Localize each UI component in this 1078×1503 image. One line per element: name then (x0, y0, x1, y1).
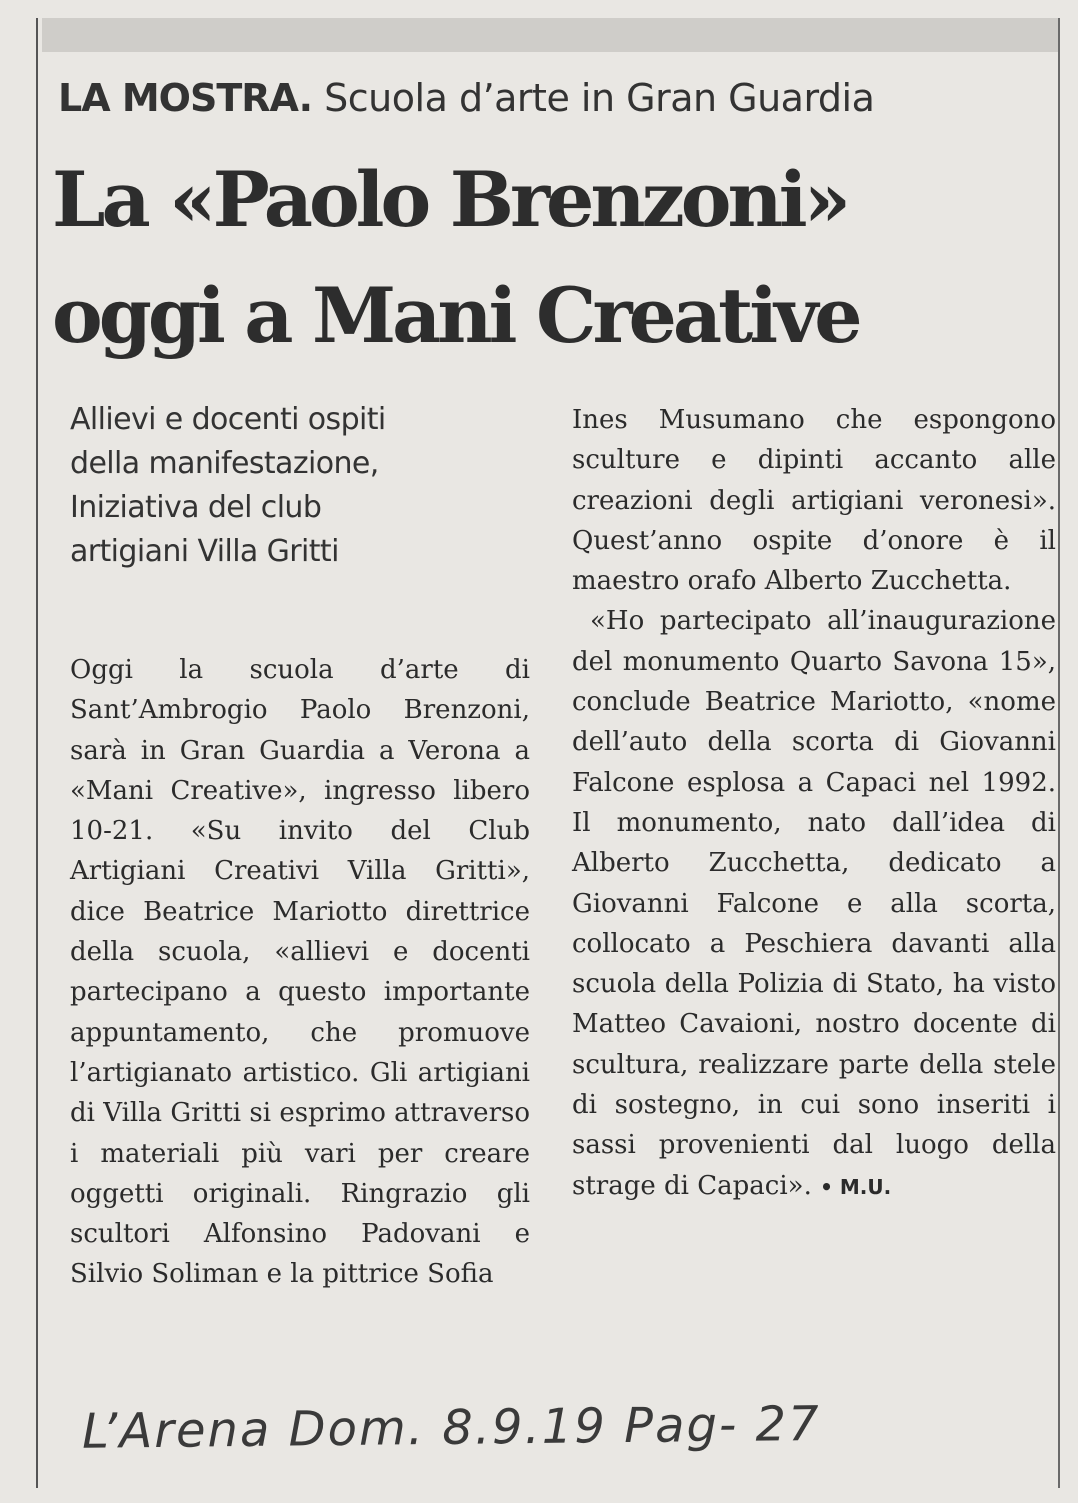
subhead-line: artigiani Villa Gritti (70, 534, 339, 569)
headline (52, 142, 1052, 374)
subhead-line: Iniziativa del club (70, 490, 322, 525)
article-column-left (70, 650, 530, 1295)
headline-line-1: La «Paolo Brenzoni» (52, 155, 848, 244)
subheadline (70, 398, 540, 574)
subhead-line: della manifestazione, (70, 446, 379, 481)
clipping-right-border (1058, 18, 1060, 1488)
handwritten-source-note: L’Arena Dom. 8.9.19 Pag- 27 (81, 1395, 821, 1460)
author-signature: • M.U. (820, 1174, 892, 1199)
subhead-line: Allievi e docenti ospiti (70, 402, 386, 437)
kicker-subtitle: Scuola d’arte in Gran Guardia (324, 76, 875, 120)
clipping-left-border (36, 18, 38, 1488)
headline-line-2: oggi a Mani Creative (52, 271, 859, 360)
article-column-right (572, 400, 1056, 1207)
article-paragraph: Ines Musumano che espongono sculture e dipinti accanto alle creazioni degli artigiani veronesi». Quest’anno ospite d’onore è il maestro orafo Alberto Zucchetta. (572, 405, 1056, 597)
article-paragraph-final (572, 601, 1056, 1206)
article-paragraph-text: «Ho partecipato all’inaugurazione del monumento Quarto Savona 15», conclude Beatrice Mariotto, «nome dell’auto della scorta di Giovanni Falcone esplosa a Capaci nel 1992. Il monumento, nato dall’idea di Alberto Zucchetta, dedicato a Giovanni Falcone e alla scorta, collocato a Peschiera davanti alla scuola della Polizia di Stato, ha visto Matteo Cavaioni, nostro docente di scultura, realizzare parte della stele di sostegno, in cui sono inseriti i sassi provenienti dal luogo della strage di Capaci». (572, 606, 1056, 1201)
kicker (58, 68, 1048, 128)
article-paragraph: Oggi la scuola d’arte di Sant’Ambrogio Paolo Brenzoni, sarà in Gran Guardia a Verona a «Mani Creative», ingresso libero 10-21. «Su invito del Club Artigiani Creativi Villa Gritti», dice Beatrice Mariotto direttrice della scuola, «allievi e docenti partecipano a questo importante appuntamento, che promuove l’artigianato artistico. Gli artigiani di Villa Gritti si esprimo attraverso i materiali più vari per creare oggetti originali. Ringrazio gli scultori Alfonsino Padovani e Silvio Soliman e la pittrice Sofia (70, 655, 530, 1290)
scan-top-strip (42, 18, 1058, 52)
kicker-label: LA MOSTRA. (58, 76, 313, 120)
